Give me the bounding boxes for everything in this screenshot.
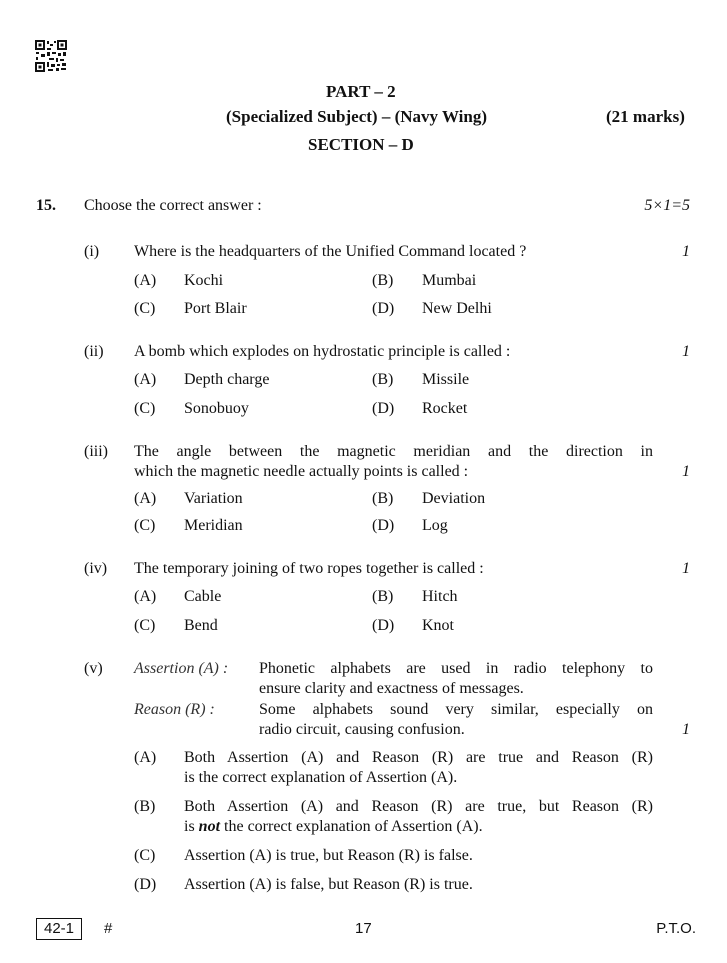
item-number: (iv) [84,560,108,577]
item-mark: 1 [682,463,690,480]
option-label: (C) [134,847,156,864]
option-text: Assertion (A) is true, but Reason (R) is false. [184,847,473,864]
option-label: (C) [134,517,156,534]
option-text: Knot [422,617,454,634]
option-label: (B) [134,798,156,815]
option-label: (D) [372,400,395,417]
option-text: Assertion (A) is false, but Reason (R) is true. [184,876,473,893]
option-text-line-2: is the correct explanation of Assertion (A). [184,769,458,786]
item-number: (ii) [84,343,104,360]
option-label: (A) [134,272,157,289]
item-number: (i) [84,243,100,260]
question-marks: 5×1=5 [644,197,690,214]
option-text: Port Blair [184,300,247,317]
assertion-text-line-1: Phonetic alphabets are used in radio telephony to [259,660,653,677]
option-text: New Delhi [422,300,492,317]
item-text-line-1: The angle between the magnetic meridian and the direction in [134,443,653,460]
reason-text-line-2: radio circuit, causing confusion. [259,721,465,738]
paper-code: 42-1 [36,918,82,940]
option-text-line-2 [184,817,483,837]
emphasis-not: not [198,818,221,835]
option-label: (C) [134,300,156,317]
question-number: 15. [36,197,56,214]
item-number: (v) [84,660,103,677]
option-label: (A) [134,490,157,507]
item-text-line-2: which the magnetic needle actually points is called : [134,463,469,480]
option-label: (B) [372,371,394,388]
option-label: (B) [372,588,394,605]
option-text-prefix: is [184,818,199,835]
subject-title: (Specialized Subject) – (Navy Wing) [226,107,487,126]
option-text: Mumbai [422,272,477,289]
item-mark: 1 [682,560,690,577]
item-text: The temporary joining of two ropes together is called : [134,560,484,577]
total-marks: (21 marks) [606,107,685,126]
option-label: (B) [372,272,394,289]
option-text: Meridian [184,517,243,534]
option-label: (D) [372,300,395,317]
option-label: (D) [372,617,395,634]
option-label: (C) [134,400,156,417]
option-text: Hitch [422,588,458,605]
option-text-suffix: the correct explanation of Assertion (A). [220,818,483,835]
item-text: Where is the headquarters of the Unified Command located ? [134,243,527,260]
pto-label: P.T.O. [656,920,696,937]
option-text: Rocket [422,400,468,417]
option-text-line-1: Both Assertion (A) and Reason (R) are true, but Reason (R) [184,798,653,815]
option-label: (A) [134,371,157,388]
option-text: Depth charge [184,371,270,388]
assertion-label: Assertion (A) : [134,660,229,677]
option-label: (C) [134,617,156,634]
option-text: Bend [184,617,218,634]
item-mark: 1 [682,343,690,360]
option-label: (D) [372,517,395,534]
question-instruction: Choose the correct answer : [84,197,262,214]
reason-label: Reason (R) : [134,701,215,718]
reason-text-line-1: Some alphabets sound very similar, especially on [259,701,653,718]
option-text: Missile [422,371,470,388]
section-title: SECTION – D [308,135,414,154]
item-mark: 1 [682,721,690,738]
item-text: A bomb which explodes on hydrostatic principle is called : [134,343,511,360]
page-number: 17 [355,920,372,937]
option-label: (D) [134,876,157,893]
option-text: Sonobuoy [184,400,249,417]
option-label: (A) [134,749,157,766]
item-mark: 1 [682,243,690,260]
part-title: PART – 2 [326,82,396,101]
option-text: Kochi [184,272,224,289]
option-text: Deviation [422,490,486,507]
item-number: (iii) [84,443,108,460]
option-text: Log [422,517,448,534]
option-label: (B) [372,490,394,507]
option-text: Variation [184,490,243,507]
option-text-line-1: Both Assertion (A) and Reason (R) are true and Reason (R) [184,749,653,766]
option-label: (A) [134,588,157,605]
qr-code [35,40,67,72]
option-text: Cable [184,588,222,605]
assertion-text-line-2: ensure clarity and exactness of messages. [259,680,524,697]
footer-hash: # [104,920,113,937]
